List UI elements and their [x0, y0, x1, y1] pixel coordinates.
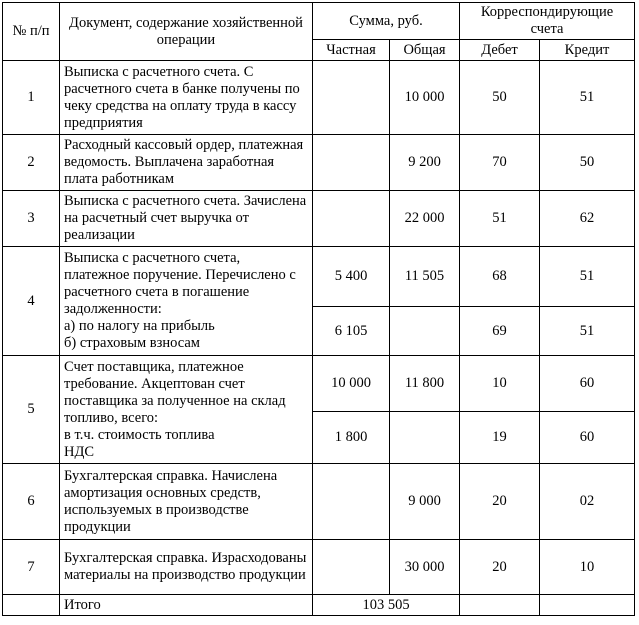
row-document-sub-a: в т.ч. стоимость топлива: [64, 426, 215, 443]
row-document: [60, 247, 313, 356]
row-credit: 51: [540, 247, 635, 307]
row-debit: 20: [460, 464, 540, 540]
row-debit: 50: [460, 61, 540, 135]
row-debit: 51: [460, 191, 540, 247]
total-label: Итого: [60, 595, 313, 616]
row-debit: 20: [460, 540, 540, 595]
row-partial: [313, 464, 390, 540]
row-document: [60, 356, 313, 464]
row-debit: 68: [460, 247, 540, 307]
table-row: [3, 247, 635, 307]
total-sum: 103 505: [313, 595, 460, 616]
row-document: Выписка с расчетного счета. С расчетного счета в банке получены по чеку средства на оплату труда в кассу предприятия: [60, 61, 313, 135]
row-number: 6: [3, 464, 60, 540]
row-document: Бухгалтерская справка. Начислена амортизация основных средств, используемых в производстве продукции: [60, 464, 313, 540]
row-credit: 62: [540, 191, 635, 247]
row-partial: [313, 135, 390, 191]
total-row: [3, 595, 635, 616]
row-total: 9 000: [390, 464, 460, 540]
row-number: 7: [3, 540, 60, 595]
row-document-sub-b: б) страховым взносам: [64, 335, 200, 351]
row-total: 11 505: [390, 247, 460, 307]
row-document: Бухгалтерская справка. Израсходованы материалы на производство продукции: [60, 540, 313, 595]
row-total: 9 200: [390, 135, 460, 191]
row-total: 30 000: [390, 540, 460, 595]
row-credit: 60: [540, 356, 635, 412]
table-row: [3, 61, 635, 135]
row-partial: 1 800: [313, 412, 390, 464]
row-partial: 5 400: [313, 247, 390, 307]
table-row: [3, 191, 635, 247]
total-num-cell: [3, 595, 60, 616]
row-debit: 69: [460, 307, 540, 356]
total-debit-cell: [460, 595, 540, 616]
header-debit: Дебет: [460, 40, 540, 61]
row-credit: 10: [540, 540, 635, 595]
row-partial: 10 000: [313, 356, 390, 412]
row-total: [390, 412, 460, 464]
row-number: 2: [3, 135, 60, 191]
row-debit: 19: [460, 412, 540, 464]
row-total: [390, 307, 460, 356]
row-total: 22 000: [390, 191, 460, 247]
row-total: 11 800: [390, 356, 460, 412]
row-credit: 02: [540, 464, 635, 540]
row-document-text: Выписка с расчетного счета, платежное поручение. Перечислено с расчетного счета в погашение задолженности:: [64, 250, 296, 317]
header-accounts: Корреспондирующие счета: [460, 3, 635, 40]
row-debit: 10: [460, 356, 540, 412]
row-document: Расходный кассовый ордер, платежная ведомость. Выплачена заработная плата работникам: [60, 135, 313, 191]
row-partial: [313, 540, 390, 595]
header-total: Общая: [390, 40, 460, 61]
row-document-sub-b: НДС: [64, 443, 95, 460]
row-partial: 6 105: [313, 307, 390, 356]
header-num: № п/п: [3, 3, 60, 61]
row-debit: 70: [460, 135, 540, 191]
header-credit: Кредит: [540, 40, 635, 61]
row-credit: 60: [540, 412, 635, 464]
row-document-text: Счет поставщика, платежное требование. Акцептован счет поставщика за полученное на склад топливо, всего:: [64, 358, 286, 426]
row-partial: [313, 61, 390, 135]
row-document-sub-a: а) по налогу на прибыль: [64, 318, 215, 334]
row-number: 5: [3, 356, 60, 464]
header-document: Документ, содержание хозяйственной операции: [60, 3, 313, 61]
total-credit-cell: [540, 595, 635, 616]
table-row: [3, 540, 635, 595]
row-number: 1: [3, 61, 60, 135]
table-row: [3, 464, 635, 540]
row-total: 10 000: [390, 61, 460, 135]
row-credit: 51: [540, 61, 635, 135]
table-row: [3, 135, 635, 191]
row-document: Выписка с расчетного счета. Зачислена на расчетный счет выручка от реализации: [60, 191, 313, 247]
row-partial: [313, 191, 390, 247]
row-credit: 51: [540, 307, 635, 356]
journal-table: [2, 2, 635, 616]
row-number: 3: [3, 191, 60, 247]
header-amount: Сумма, руб.: [313, 3, 460, 40]
row-number: 4: [3, 247, 60, 356]
row-credit: 50: [540, 135, 635, 191]
header-partial: Частная: [313, 40, 390, 61]
table-row: [3, 356, 635, 412]
